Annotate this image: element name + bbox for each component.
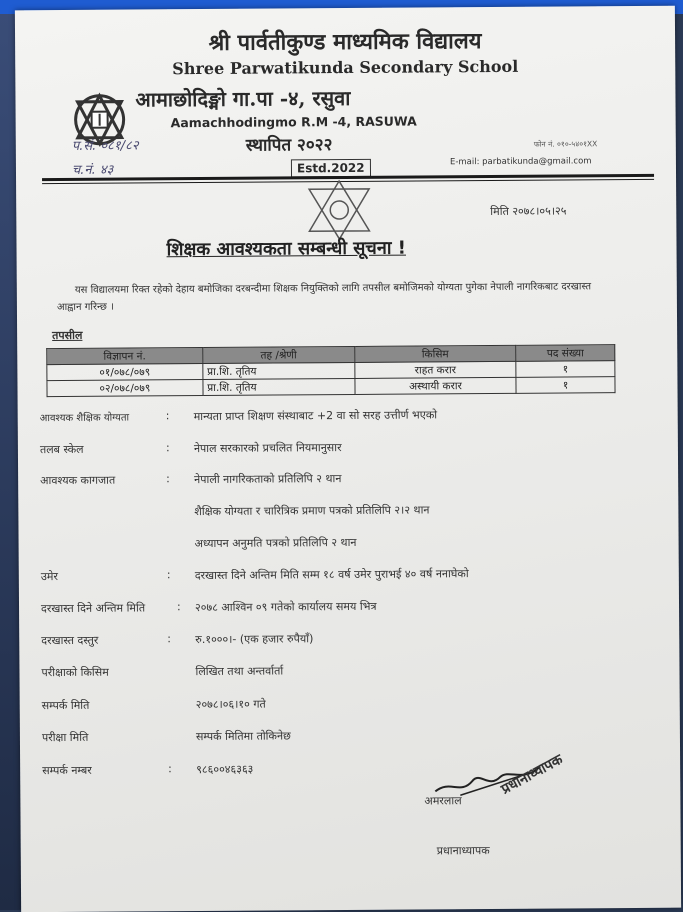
detail-colon: : <box>168 762 172 775</box>
address-english: Aamachhodingmo R.M -4, RASUWA <box>171 114 417 131</box>
detail-label: परीक्षाको किसिम <box>41 665 108 680</box>
table-cell: ०२/०७८/०७९ <box>47 380 203 397</box>
detail-value: २०७८।०६।१० गते <box>196 697 266 712</box>
detail-label: सम्पर्क मिति <box>42 698 90 713</box>
detail-label: सम्पर्क नम्बर <box>42 763 92 778</box>
table-cell: ०१/०७८/०७९ <box>47 364 203 381</box>
table-cell: १ <box>516 361 615 378</box>
notice-document <box>15 6 681 912</box>
detail-row <box>19 661 679 666</box>
detail-colon: : <box>167 632 171 645</box>
detail-colon: : <box>177 600 181 613</box>
detail-row <box>19 565 679 570</box>
detail-label: आवश्यक शैक्षिक योग्यता <box>40 410 130 425</box>
detail-label: परीक्षा मिति <box>42 730 88 745</box>
signatory-title: प्रधानाध्यापक <box>437 843 490 858</box>
detail-colon: : <box>167 568 171 581</box>
column-header: पद संख्या <box>516 345 615 362</box>
detail-row <box>19 533 679 538</box>
column-header: तह /श्रेणी <box>202 346 354 363</box>
detail-row <box>19 629 679 634</box>
phone-number: फोन नं. ०१०-५४०१XX <box>534 139 598 149</box>
detail-row <box>18 469 678 474</box>
detail-colon: : <box>166 441 170 454</box>
detail-row <box>20 726 680 731</box>
table-cell: राहत करार <box>355 361 516 378</box>
detail-value: ९८६००४६३६३ <box>196 762 253 777</box>
detail-value: दरखास्त दिने अन्तिम मिति सम्म १८ वर्ष उमेर पुराभई ४० वर्ष ननाघेको <box>195 566 469 583</box>
school-name-nepali: श्री पार्वतीकुण्ड माध्यमिक विद्यालय <box>15 24 675 59</box>
detail-value: रु.१०००।- (एक हजार रुपैयाँ) <box>195 631 313 647</box>
email-address: E-mail: parbatikunda@gmail.com <box>450 156 592 167</box>
table-cell: प्रा.शि. तृतिय <box>203 362 355 379</box>
notice-date: मिति २०७८।०५।२५ <box>490 203 566 219</box>
table-row <box>47 377 615 397</box>
column-header: किसिम <box>355 345 516 362</box>
detail-label: दरखास्त दिने अन्तिम मिति <box>41 600 145 616</box>
principal-stamp: प्रधानाध्यापक <box>498 750 566 799</box>
column-header: विज्ञापन नं. <box>47 348 203 365</box>
detail-label: तलब स्केल <box>40 442 84 457</box>
detail-row <box>18 501 678 506</box>
established-english: Estd.2022 <box>291 159 371 178</box>
detail-row <box>18 406 678 411</box>
detail-row <box>18 438 678 443</box>
round-seal-icon <box>284 173 394 244</box>
table-cell: प्रा.शि. तृतिय <box>203 378 355 395</box>
school-name-english: Shree Parwatikunda Secondary School <box>15 56 675 80</box>
detail-value: अध्यापन अनुमति पत्रको प्रतिलिपि २ थान <box>195 535 357 551</box>
detail-value: शैक्षिक योग्यता र चारित्रिक प्रमाण पत्रको प्रतिलिपि २।२ थान <box>194 502 429 519</box>
detail-colon: : <box>166 409 170 422</box>
detail-value: नेपाल सरकारको प्रचलित नियमानुसार <box>194 440 342 456</box>
detail-value: नेपाली नागरिकताको प्रतिलिपि २ थान <box>194 471 341 487</box>
detail-value: मान्यता प्राप्त शिक्षण संस्थाबाट +2 वा सो सरह उत्तीर्ण भएको <box>194 407 438 424</box>
vacancy-table <box>46 344 615 397</box>
detail-row <box>19 597 679 602</box>
detail-value: सम्पर्क मितिमा तोकिनेछ <box>196 728 291 744</box>
detail-value: लिखित तथा अन्तर्वार्ता <box>195 663 283 679</box>
address-nepali: आमाछोदिङ्मो गा.पा -४, रसुवा <box>135 84 350 112</box>
detail-colon: : <box>166 472 170 485</box>
detail-label: आवश्यक कागजात <box>40 473 115 489</box>
notice-title: शिक्षक आवश्यकता सम्बन्धी सूचना ! <box>166 236 406 262</box>
table-cell: अस्थायी करार <box>355 377 516 394</box>
detail-value: २०७८ आश्विन ०९ गतेको कार्यालय समय भित्र <box>195 599 377 615</box>
tapsil-label: तपसील <box>52 328 82 343</box>
established-nepali: स्थापित २०२२ <box>246 132 333 156</box>
detail-row <box>20 694 680 699</box>
detail-row <box>20 759 680 764</box>
table-cell: १ <box>516 377 615 394</box>
dispatch-number: च.नं. ४३ <box>72 160 114 178</box>
detail-label: दरखास्त दस्तुर <box>41 633 98 648</box>
notice-intro: यस विद्यालयमा रिक्त रहेको देहाय बमोजिका दरबन्दीमा शिक्षक नियुक्तिको लागि तपसील बमोजिमको योग्यता पुगेका नेपाली नागरिकबाट दरखास्त आह्वान गरिन्छ । <box>57 278 617 316</box>
signatory-name: अमरलाल <box>424 793 461 808</box>
reference-number: प.सं. ०८१/८२ <box>72 135 139 153</box>
detail-label: उमेर <box>41 569 58 584</box>
